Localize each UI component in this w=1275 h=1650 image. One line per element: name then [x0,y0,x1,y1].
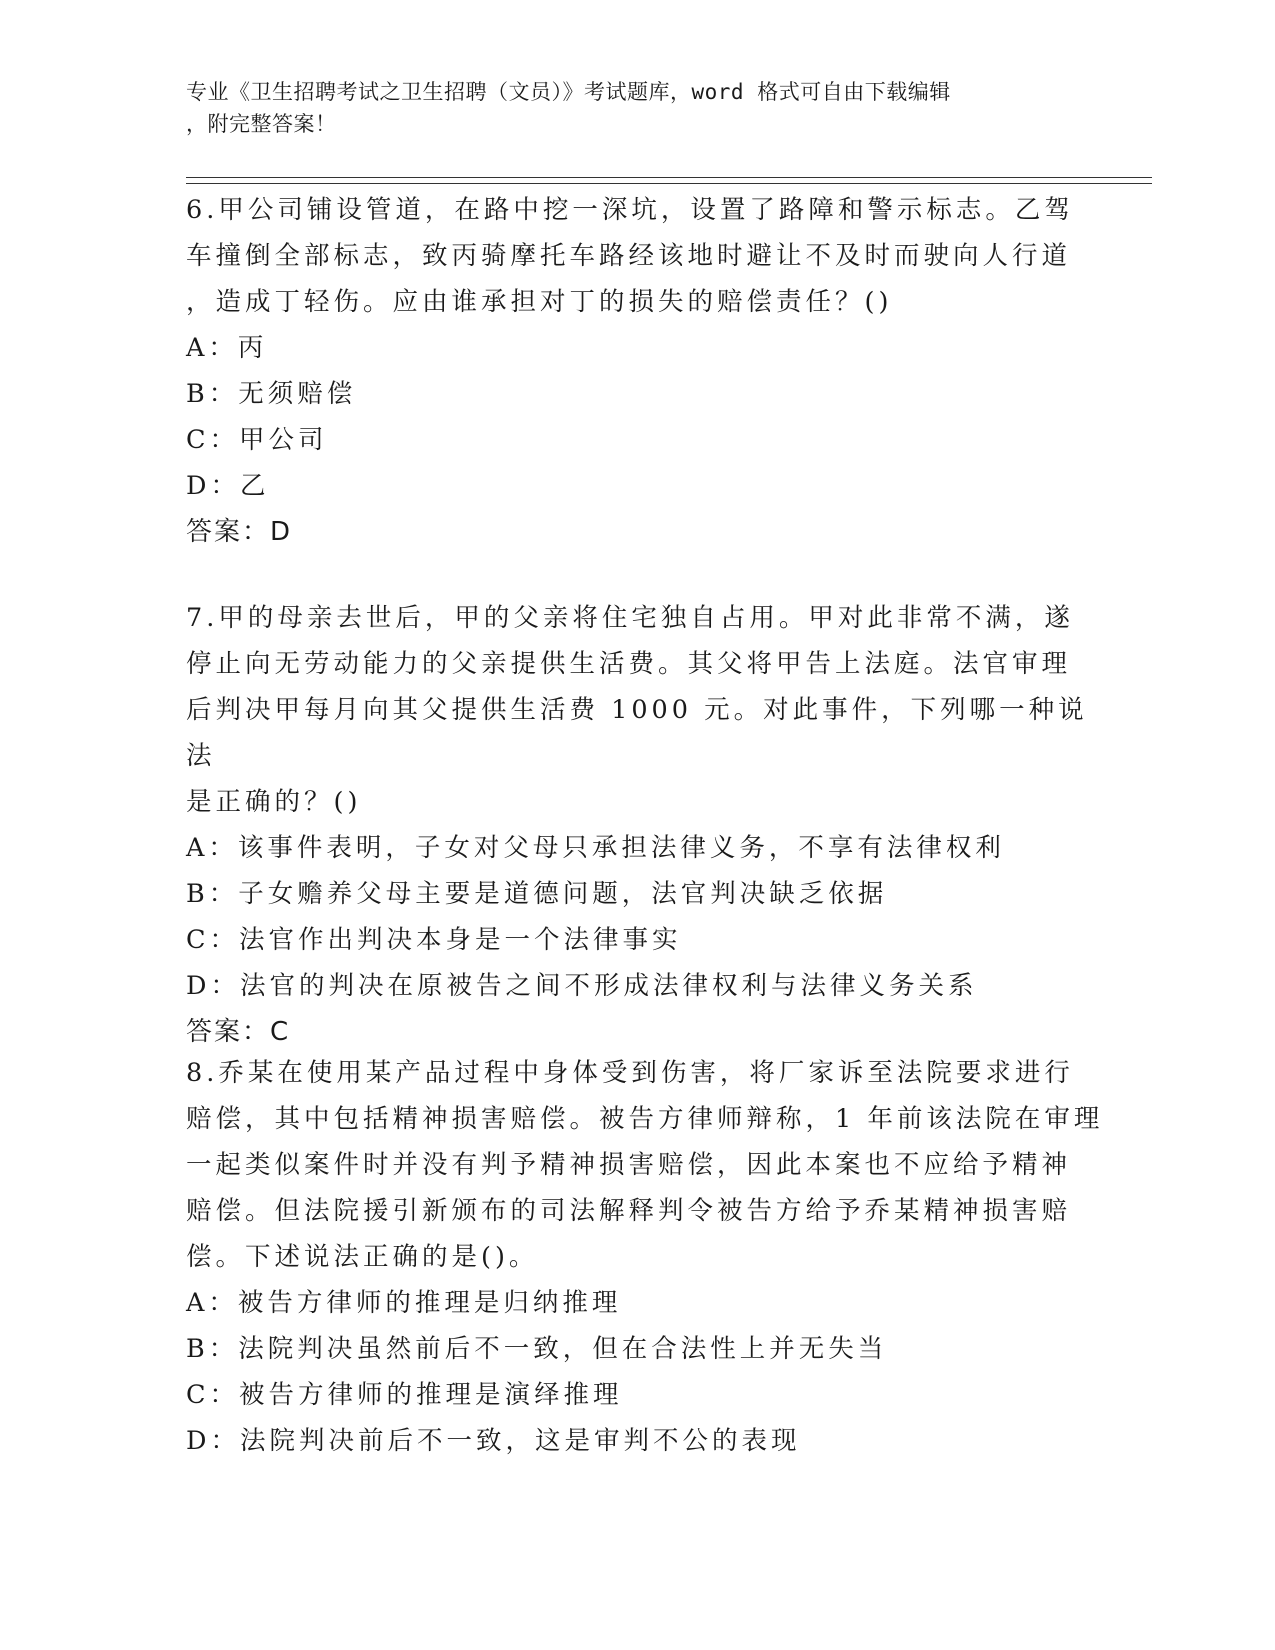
question-line: 7.甲的母亲去世后，甲的父亲将住宅独自占用。甲对此非常不满，遂 [186,603,1074,633]
question-7 [186,595,1106,1055]
option-d: D：法官的判决在原被告之间不形成法律权利与法律义务关系 [186,971,978,1001]
header-divider-bottom [186,183,1152,184]
question-line: 一起类似案件时并没有判予精神损害赔偿，因此本案也不应给予精神 [186,1150,1072,1180]
document-header: 专业《卫生招聘考试之卫生招聘（文员）》考试题库，word 格式可自由下载编辑 ，附完整答案！ [186,80,951,136]
answer: 答案：D [186,517,293,547]
option-c: C：甲公司 [186,425,328,455]
header-divider-top [186,177,1152,178]
option-c: C：法官作出判决本身是一个法律事实 [186,925,682,955]
question-8 [186,1050,1106,1464]
option-a: A：被告方律师的推理是归纳推理 [186,1288,622,1318]
option-b: B：法院判决虽然前后不一致，但在合法性上并无失当 [186,1334,888,1364]
question-6 [186,187,1106,555]
question-line: 偿。下述说法正确的是()。 [186,1242,539,1272]
answer: 答案：C [186,1017,291,1047]
question-line: 赔偿。但法院援引新颁布的司法解释判令被告方给予乔某精神损害赔 [186,1196,1072,1226]
option-a: A：该事件表明，子女对父母只承担法律义务，不享有法律权利 [186,833,1005,863]
question-line: ，造成丁轻伤。应由谁承担对丁的损失的赔偿责任？() [186,287,893,317]
question-line: 车撞倒全部标志，致丙骑摩托车路经该地时避让不及时而驶向人行道 [186,241,1072,271]
option-b: B：子女赡养父母主要是道德问题，法官判决缺乏依据 [186,879,888,909]
option-d: D：乙 [186,471,270,501]
question-7-text [186,595,1106,825]
question-line: 赔偿，其中包括精神损害赔偿。被告方律师辩称，1 年前该法院在审理 [186,1104,1104,1134]
question-line: 6.甲公司铺设管道，在路中挖一深坑，设置了路障和警示标志。乙驾 [186,195,1074,225]
option-a: A：丙 [186,333,268,363]
option-d: D：法院判决前后不一致，这是审判不公的表现 [186,1426,801,1456]
question-6-text [186,187,1106,325]
option-b: B：无须赔偿 [186,379,357,409]
question-line: 后判决甲每月向其父提供生活费 1000 元。对此事件，下列哪一种说法 [186,695,1088,771]
option-c: C：被告方律师的推理是演绎推理 [186,1380,623,1410]
question-line: 8.乔某在使用某产品过程中身体受到伤害，将厂家诉至法院要求进行 [186,1058,1074,1088]
question-line: 停止向无劳动能力的父亲提供生活费。其父将甲告上法庭。法官审理 [186,649,1072,679]
question-8-text [186,1050,1106,1280]
question-line: 是正确的？() [186,787,362,817]
